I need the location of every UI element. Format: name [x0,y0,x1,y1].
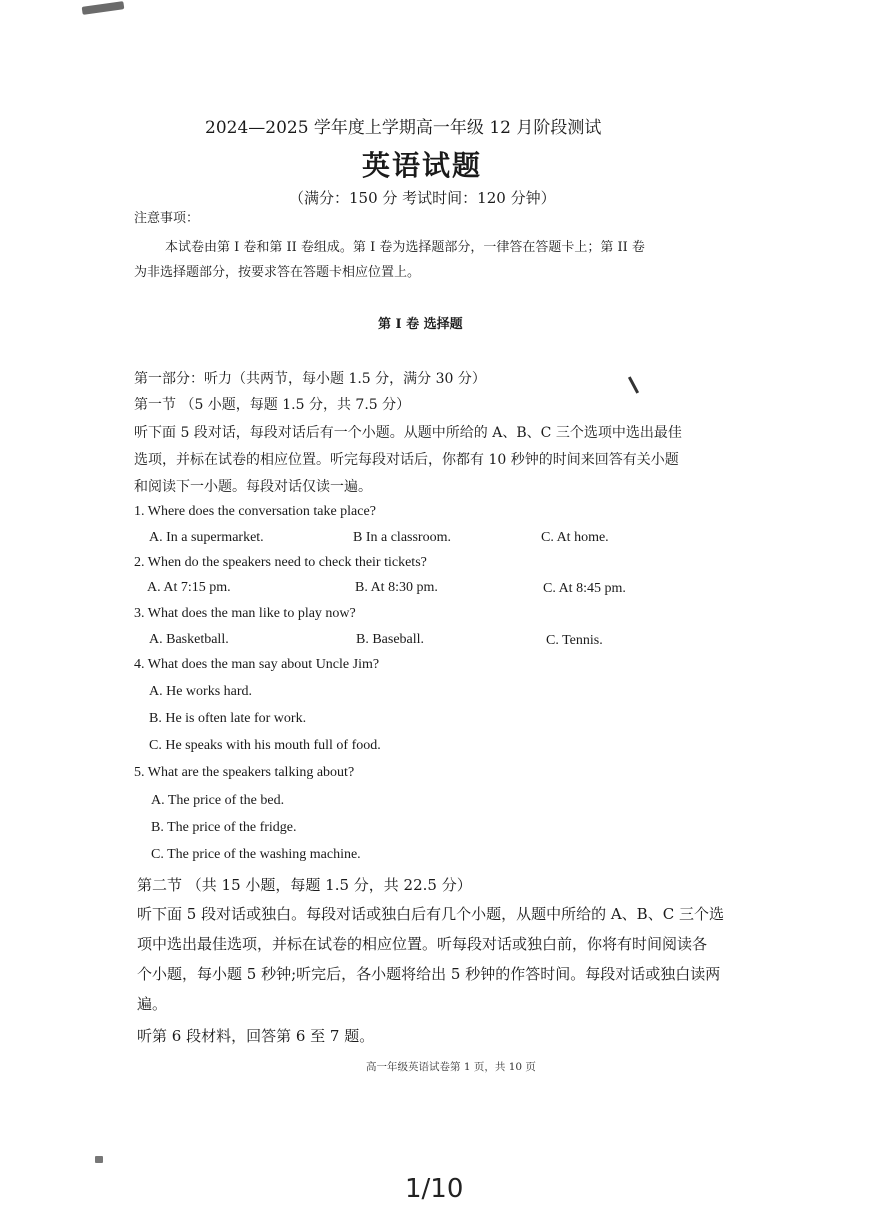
question-option: B. The price of the fridge. [151,820,297,835]
exam-line: 2024—2025 学年度上学期高一年级 12 月阶段测试 [205,118,602,138]
page-title: 英语试题 [362,149,483,182]
question-stem: 5. What are the speakers talking about? [134,765,355,780]
question-option: C. At home. [541,530,609,545]
instruction-line: 项中选出最佳选项，并标在试卷的相应位置。听每段对话或独白前，你将有时间阅读各 [137,935,708,953]
volume-title: 第 I 卷 选择题 [378,317,463,332]
notice-line: 本试卷由第 I 卷和第 II 卷组成。第 I 卷为选择题部分，一律答在答题卡上；第 II 卷 [165,240,645,255]
pen-mark [628,376,639,393]
question-option: A. At 7:15 pm. [147,580,231,595]
instruction-line: 听下面 5 段对话或独白。每段对话或独白后有几个小题，从题中所给的 A、B、C 三个选 [137,905,724,923]
question-stem: 1. Where does the conversation take place? [134,504,376,519]
instruction-line: 遍。 [137,995,168,1013]
page-indicator: 1/10 [405,1174,464,1204]
question-option: B. At 8:30 pm. [355,580,438,595]
exam-subtitle: （满分：150 分 考试时间：120 分钟） [289,189,556,207]
scan-mark-top-left [82,1,125,15]
question-option: C. He speaks with his mouth full of food. [149,738,381,753]
question-option: C. At 8:45 pm. [543,581,626,596]
question-option: B In a classroom. [353,530,451,545]
page-footer: 高一年级英语试卷第 1 页，共 10 页 [366,1061,536,1073]
notice-line: 为非选择题部分，按要求答在答题卡相应位置上。 [134,265,421,280]
question-option: C. The price of the washing machine. [151,847,361,862]
question-option: A. Basketball. [149,632,229,647]
question-option: C. Tennis. [546,633,603,648]
instruction-line: 选项，并标在试卷的相应位置。听完每段对话后，你都有 10 秒钟的时间来回答有关小题 [134,452,679,468]
part-heading: 第一部分：听力（共两节，每小题 1.5 分，满分 30 分） [134,371,486,387]
instruction-line: 个小题，每小题 5 秒钟;听完后，各小题将给出 5 秒钟的作答时间。每段对话或独白读两 [137,965,721,983]
instruction-line: 听下面 5 段对话，每段对话后有一个小题。从题中所给的 A、B、C 三个选项中选出最佳 [134,425,682,441]
question-option: A. He works hard. [149,684,253,699]
question-stem: 2. When do the speakers need to check their tickets? [134,555,427,570]
question-stem: 4. What does the man say about Uncle Jim? [134,657,380,672]
scan-mark-bottom-left [95,1156,103,1163]
question-option: A. In a supermarket. [149,530,264,545]
section-heading: 第二节 （共 15 小题，每题 1.5 分，共 22.5 分） [137,876,472,894]
question-option: A. The price of the bed. [151,793,285,808]
question-stem: 3. What does the man like to play now? [134,606,356,621]
instruction-line: 和阅读下一小题。每段对话仅读一遍。 [134,479,372,495]
material-heading: 听第 6 段材料，回答第 6 至 7 题。 [137,1027,375,1045]
question-option: B. He is often late for work. [149,711,307,726]
notice-label: 注意事项： [134,211,200,226]
question-option: B. Baseball. [356,632,425,647]
section-heading: 第一节 （5 小题，每题 1.5 分，共 7.5 分） [134,397,411,413]
